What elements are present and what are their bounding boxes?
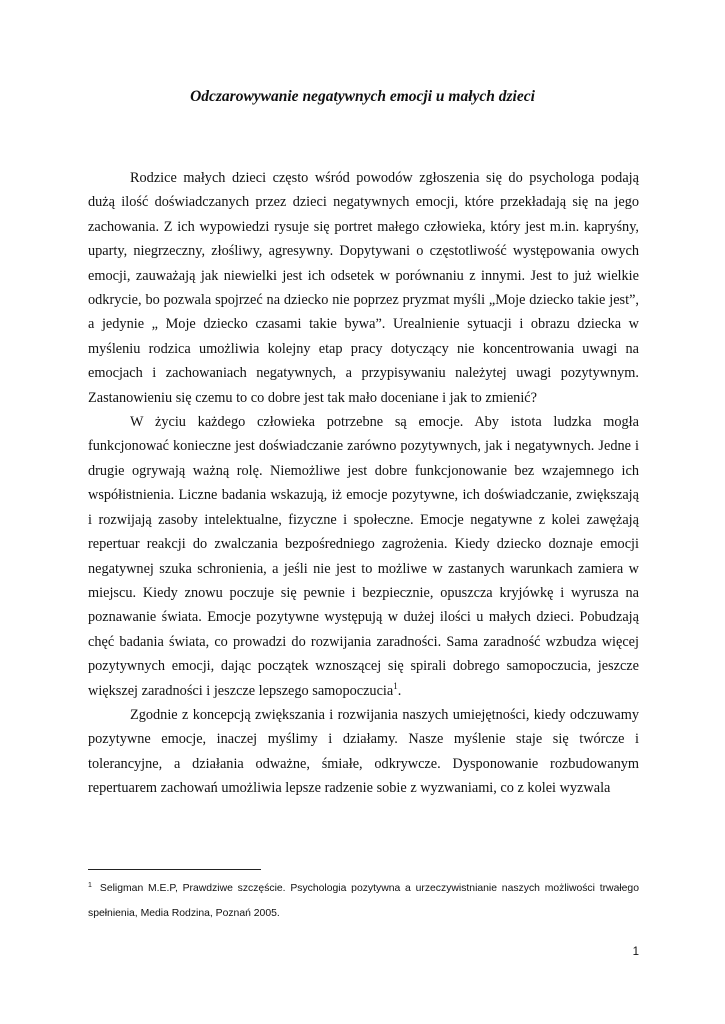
paragraph-2-end: . bbox=[397, 682, 402, 699]
paragraph-3 bbox=[88, 703, 639, 801]
footnote-separator bbox=[88, 869, 261, 870]
paragraph-2 bbox=[88, 410, 639, 703]
footnote-marker: 1 bbox=[88, 881, 92, 889]
paragraph-2-text: W życiu każdego człowieka potrzebne są emocje. Aby istota ludzka mogła funkcjonować konieczne jest doświadczanie zarówno pozytywnych, jak i negatywnych. Jedne i drugie ogrywają ważną rolę. Niemożliwe jest dobre funkcjonowanie bez wzajemnego ich współistnienia. Liczne badania wskazują, iż emocje pozytywne, ich doświadczanie, zwiększają i rozwijają zasoby intelektualne, fizyczne i społeczne. Emocje negatywne z kolei zawężają repertuar reakcji do zwalczania bezpośredniego zagrożenia. Kiedy dziecko doznaje emocji negatywnej szuka schronienia, a jeśli nie jest to możliwe w zastanych warunkach zamiera w miejscu. Kiedy znowu poczuje się pewnie i bezpiecznie, opuszcza kryjówkę i wyrusza na poznawanie świata. Emocje pozytywne występują w dużej ilości u małych dzieci. Pobudzają chęć badania świata, co prowadzi do rozwijania zaradności. Sama zaradność wzbudza więcej pozytywnych emocji, dając początek wznoszącej się spirali dobrego samopoczucia, jeszcze większej zaradności i jeszcze lepszego samopoczucia bbox=[88, 414, 639, 699]
paragraph-1 bbox=[88, 166, 639, 410]
paragraph-1-text: Rodzice małych dzieci często wśród powodów zgłoszenia się do psychologa podają dużą ilość doświadczanych przez dzieci negatywnych emocji, które przekładają się na jego zachowania. Z ich wypowiedzi rysuje się portret małego człowieka, który jest m.in. kapryśny, uparty, niegrzeczny, złośliwy, agresywny. Dopytywani o częstotliwość występowania owych emocji, zauważają jak niewielki jest ich odsetek w porównaniu z innymi. Jest to już wielkie odkrycie, bo pozwala spojrzeć na dziecko nie poprzez pryzmat myśli „Moje dziecko takie jest”, a jedynie „ Moje dziecko czasami takie bywa”. Urealnienie sytuacji i obrazu dziecka w myśleniu rodzica umożliwia kolejny etap pracy dotyczący nie koncentrowania uwagi na emocjach i zachowaniach negatywnych, a przypisywaniu należytej uwagi pozytywnym. Zastanowieniu się czemu to co dobre jest tak mało doceniane i jak to zmienić? bbox=[88, 170, 639, 406]
page-number: 1 bbox=[632, 946, 639, 958]
footnote-text: Seligman M.E.P, Prawdziwe szczęście. Psychologia pozytywna a urzeczywistnianie naszych możliwości trwałego spełnienia, Media Rodzina, Poznań 2005. bbox=[88, 883, 639, 919]
body-text bbox=[88, 166, 639, 801]
footnote-reference[interactable]: 1 bbox=[393, 680, 398, 691]
document-title: Odczarowywanie negatywnych emocji u małych dzieci bbox=[190, 88, 535, 105]
paragraph-3-text: Zgodnie z koncepcją zwiększania i rozwijania naszych umiejętności, kiedy odczuwamy pozytywne emocje, inaczej myślimy i działamy. Nasze myślenie staje się twórcze i tolerancyjne, a działania odważne, śmiałe, odkrywcze. Dysponowanie rozbudowanym repertuarem zachowań umożliwia lepsze radzenie sobie z wyzwaniami, co z kolei wyzwala bbox=[88, 706, 639, 797]
footnote bbox=[88, 876, 639, 926]
